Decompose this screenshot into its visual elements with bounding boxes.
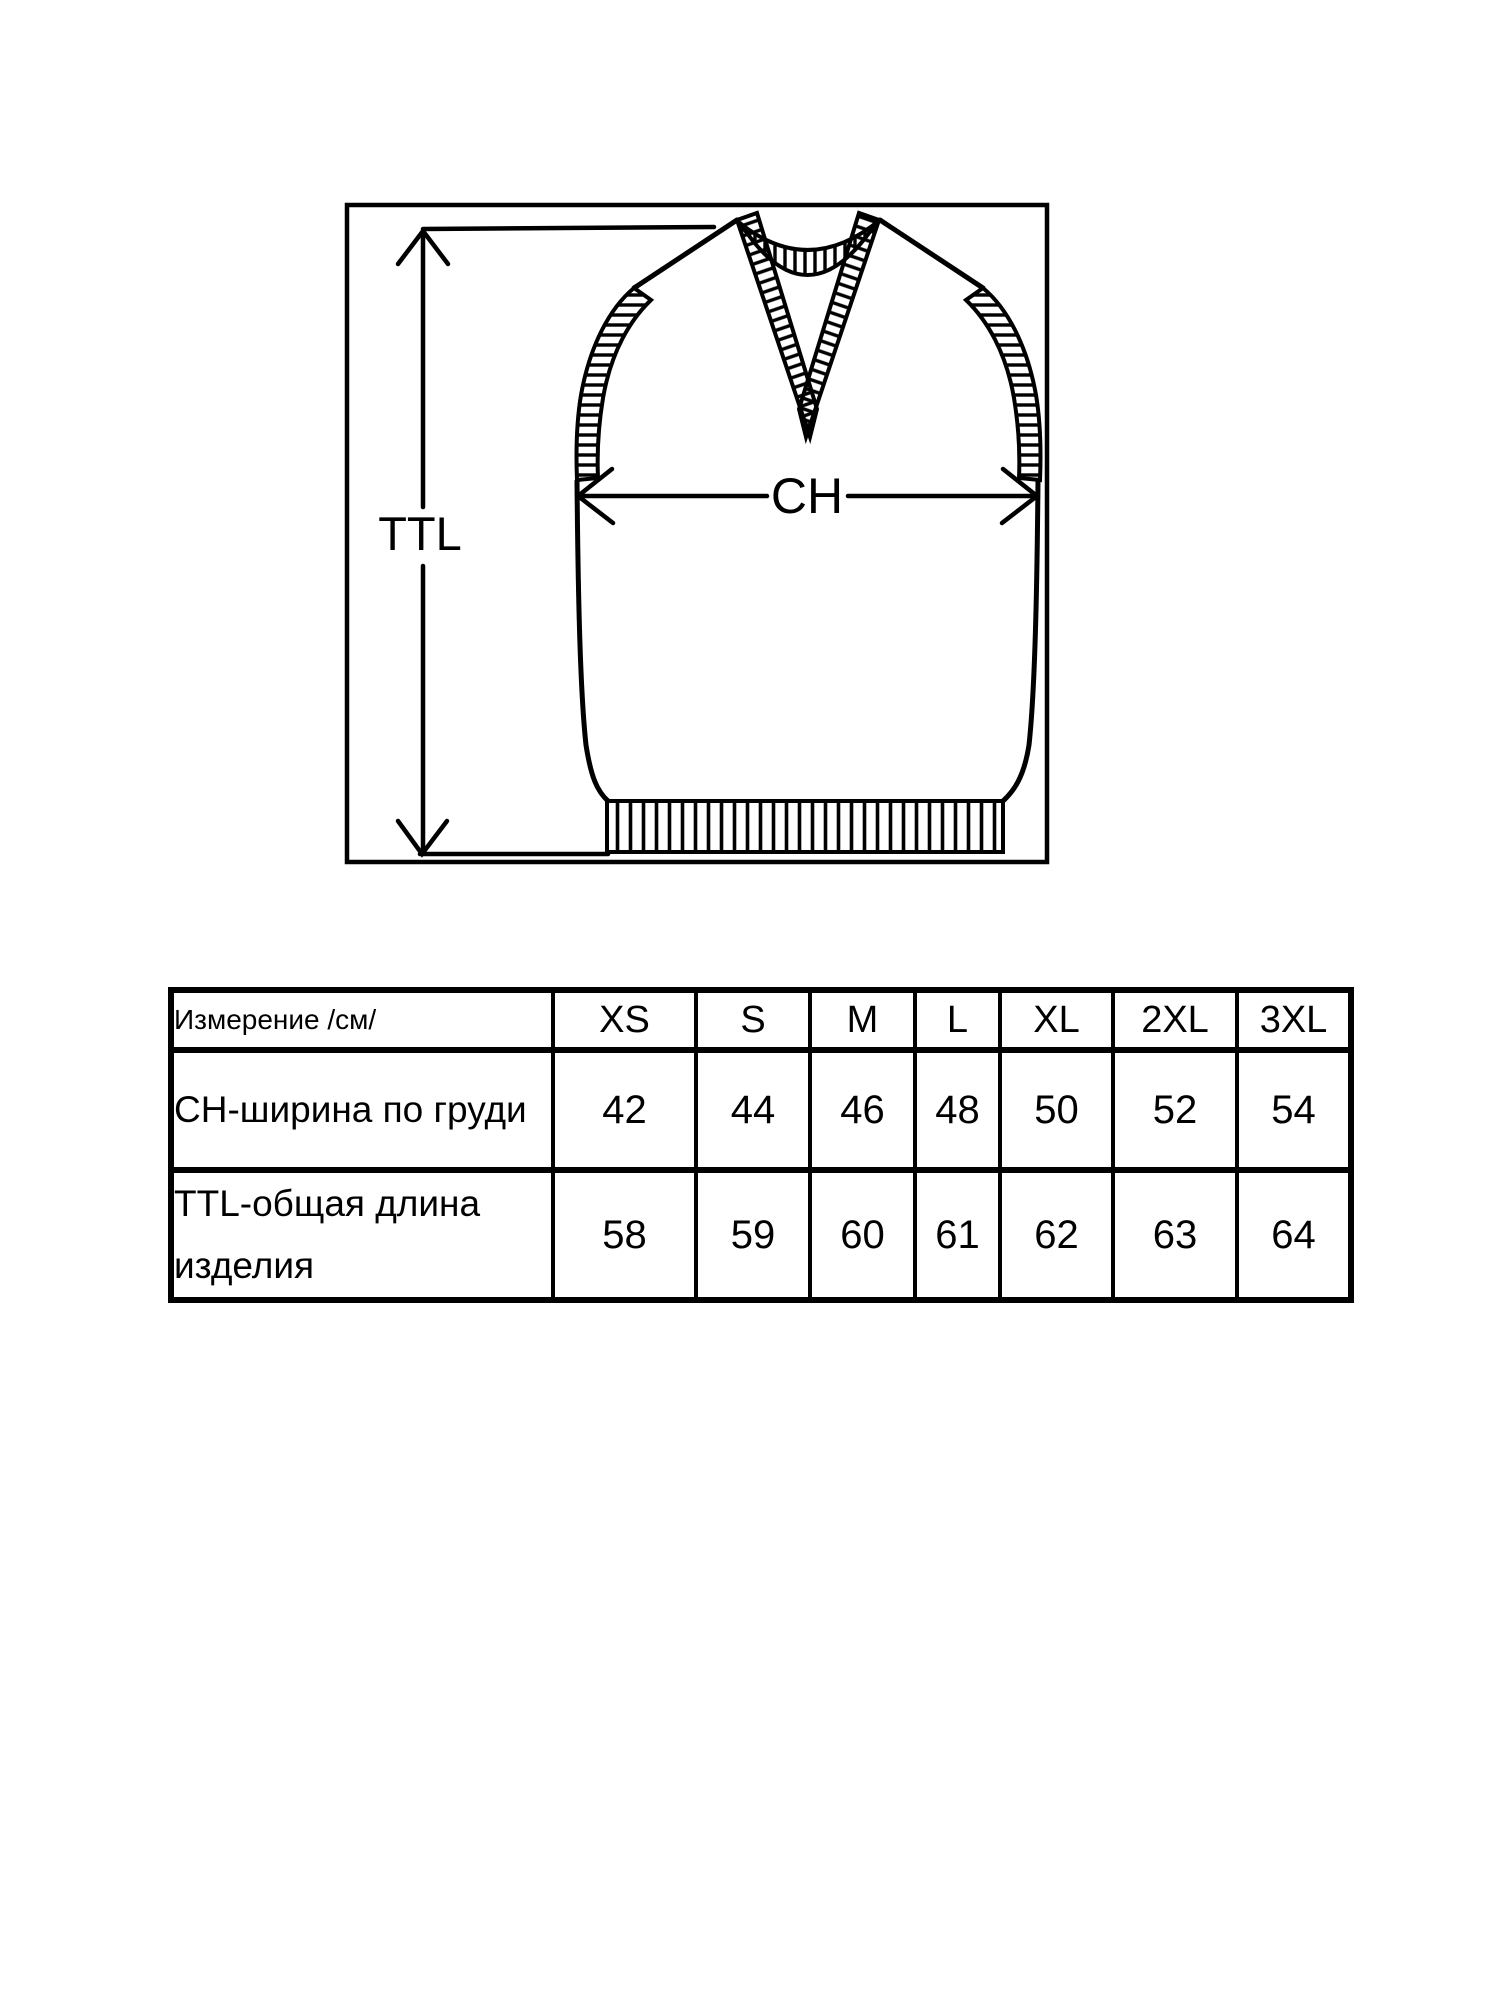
header-cell-measure: Измерение /см/ <box>171 990 553 1050</box>
table-row-total-length <box>171 1170 1351 1300</box>
chest-width-l: 48 <box>915 1050 1000 1170</box>
total-length-l: 61 <box>915 1170 1000 1300</box>
header-cell-xs: XS <box>553 990 696 1050</box>
header-cell-xl: XL <box>1000 990 1113 1050</box>
total-length-3xl: 64 <box>1237 1170 1351 1300</box>
ttl-label: TTL <box>378 507 462 560</box>
size-table-section <box>168 987 1348 1303</box>
hem-band <box>607 801 1003 852</box>
header-cell-l: L <box>915 990 1000 1050</box>
chest-width-m: 46 <box>810 1050 915 1170</box>
right-shoulder-line <box>880 220 983 288</box>
total-length-xl: 62 <box>1000 1170 1113 1300</box>
armhole-band-left <box>576 288 651 480</box>
left-shoulder-line <box>634 220 737 288</box>
total-length-2xl: 63 <box>1113 1170 1237 1300</box>
right-side-seam <box>1003 481 1038 801</box>
armhole-band-right <box>966 288 1041 480</box>
ch-label: CH <box>770 468 844 524</box>
row-label-total-length: TTL-общая длина изделия <box>171 1170 553 1300</box>
vest-drawing <box>576 213 1040 852</box>
header-cell-m: M <box>810 990 915 1050</box>
total-length-s: 59 <box>696 1170 810 1300</box>
chest-width-xl: 50 <box>1000 1050 1113 1170</box>
row-label-chest-width: CH-ширина по груди <box>171 1050 553 1170</box>
header-cell-2xl: 2XL <box>1113 990 1237 1050</box>
size-table <box>168 987 1354 1303</box>
header-cell-3xl: 3XL <box>1237 990 1351 1050</box>
left-side-seam <box>577 481 608 801</box>
chest-width-xs: 42 <box>553 1050 696 1170</box>
table-header-row <box>171 990 1351 1050</box>
total-length-m: 60 <box>810 1170 915 1300</box>
chest-width-2xl: 52 <box>1113 1050 1237 1170</box>
total-length-xs: 58 <box>553 1170 696 1300</box>
ttl-top-reference-line <box>423 227 714 229</box>
header-cell-s: S <box>696 990 810 1050</box>
chest-width-s: 44 <box>696 1050 810 1170</box>
table-row-chest-width <box>171 1050 1351 1170</box>
size-diagram <box>0 0 1500 980</box>
chest-width-3xl: 54 <box>1237 1050 1351 1170</box>
